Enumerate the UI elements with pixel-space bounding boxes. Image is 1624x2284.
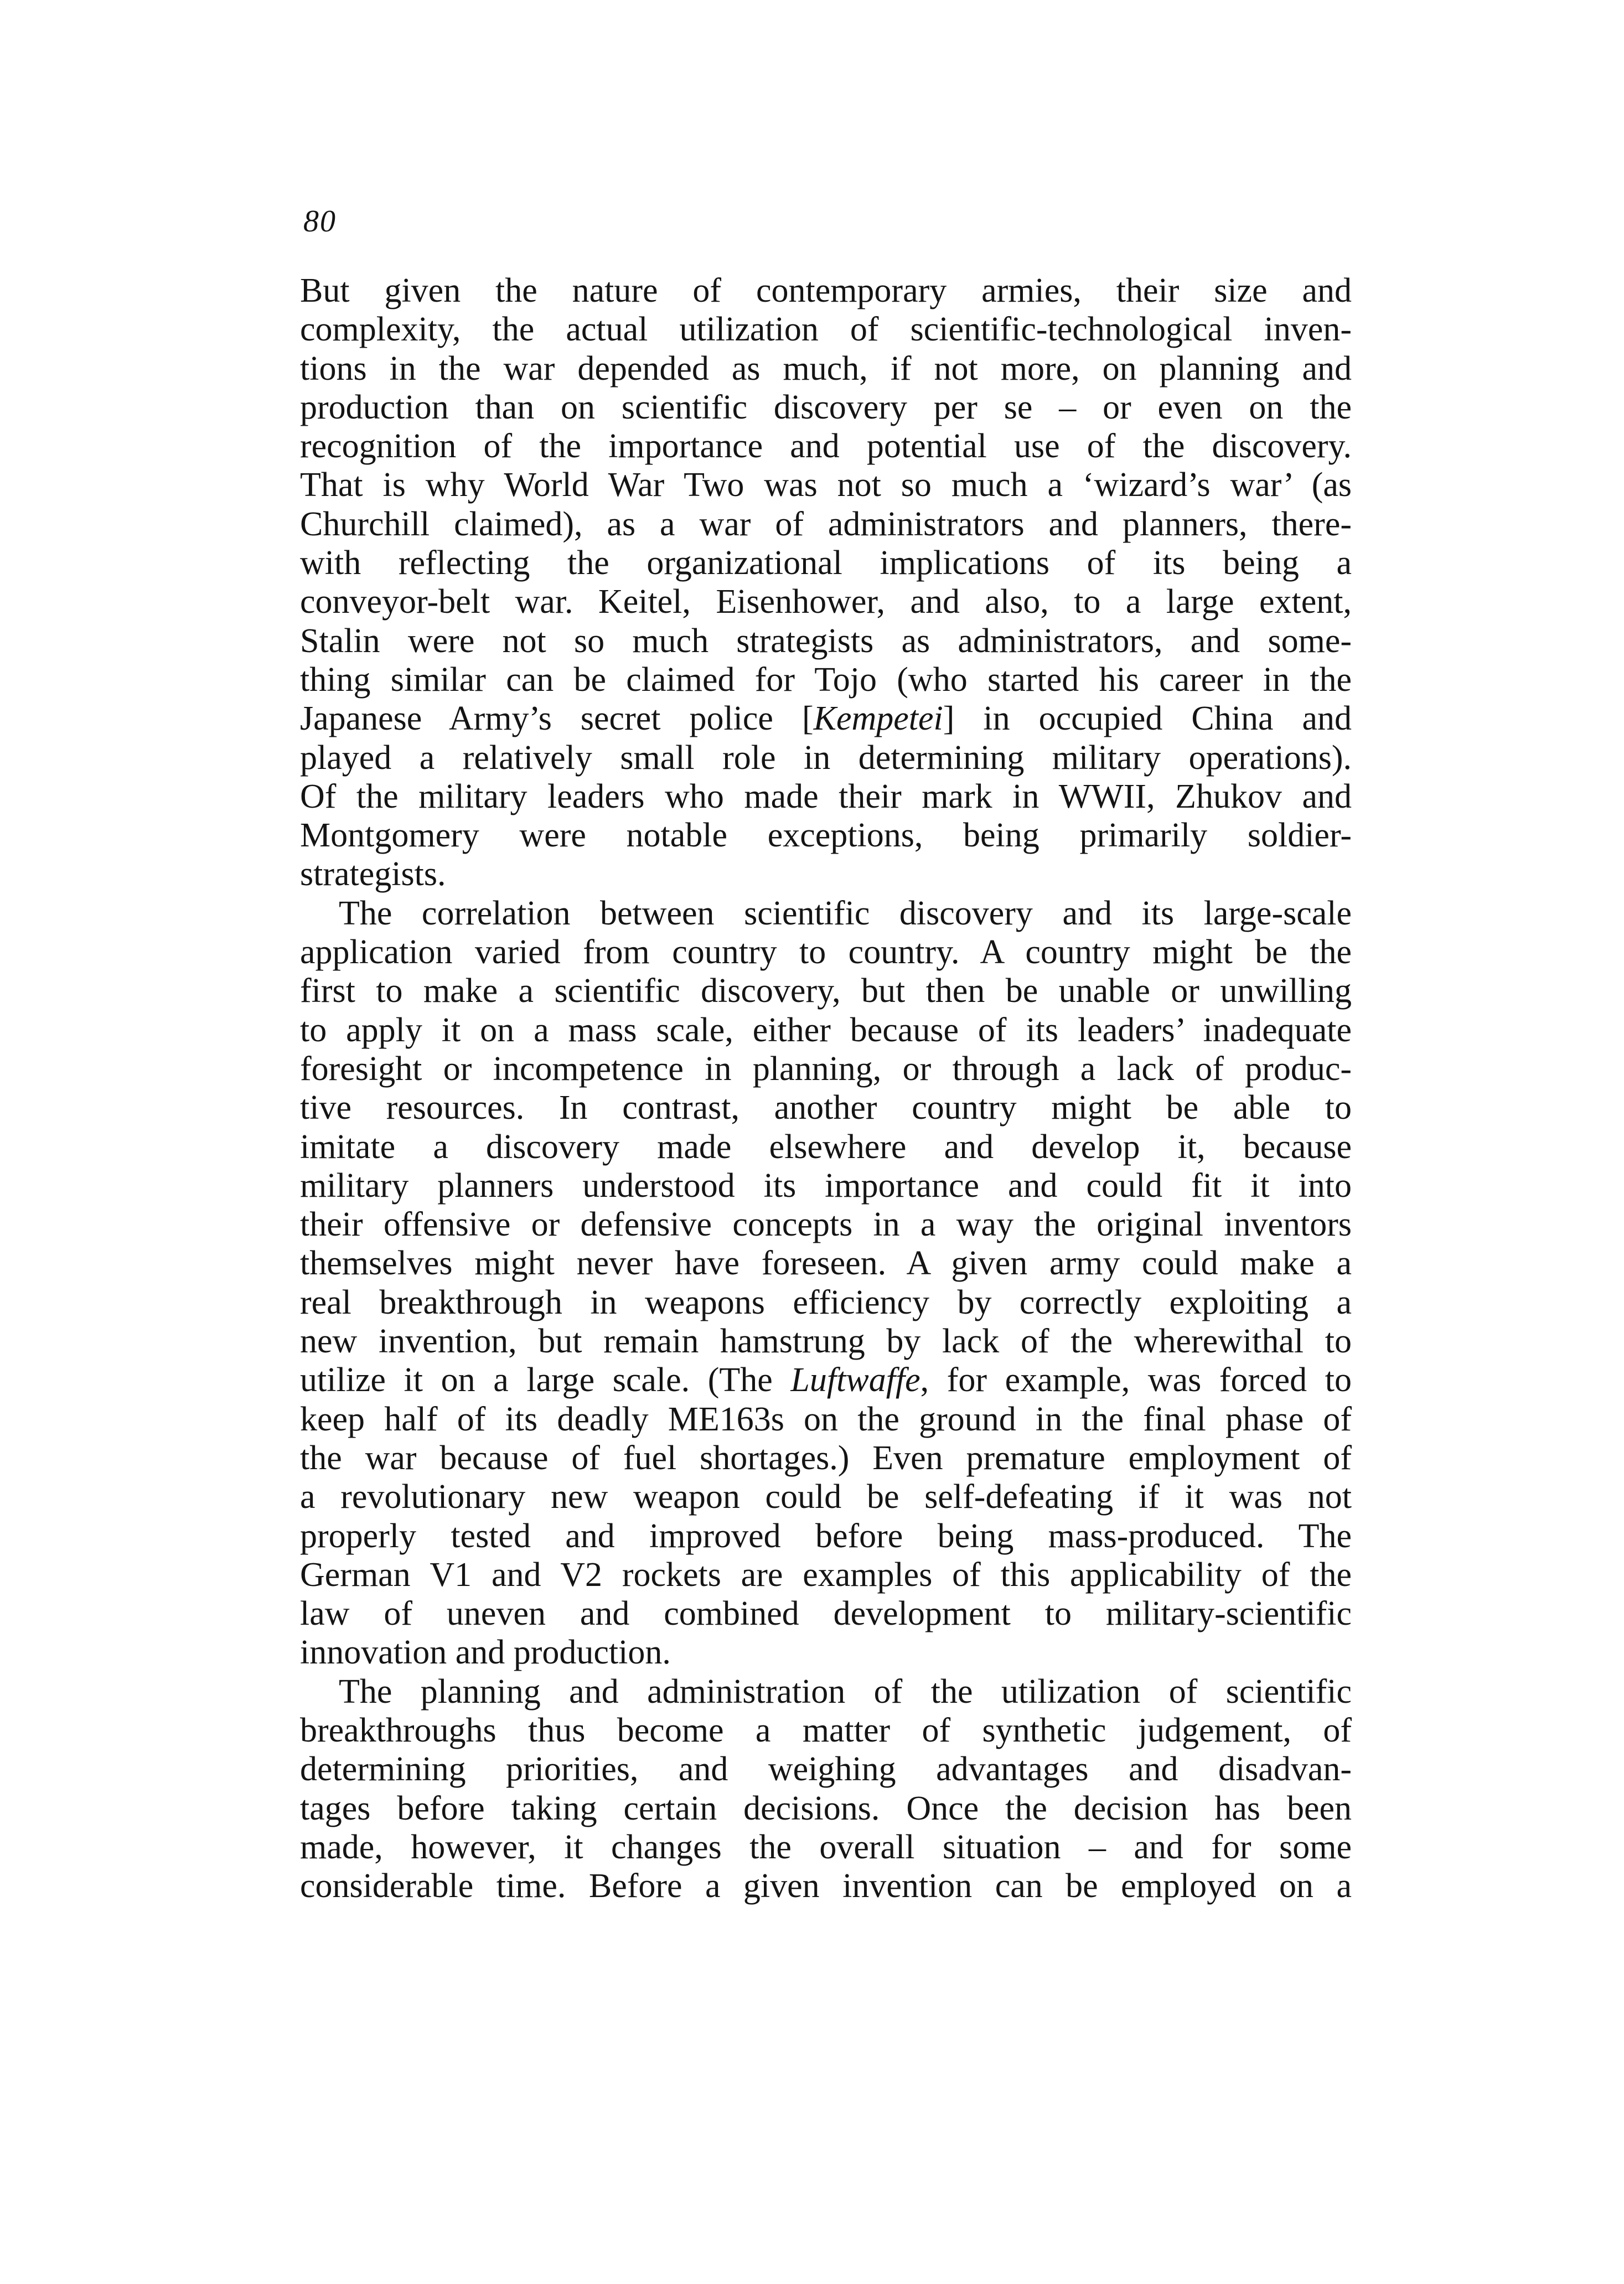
text-line: But given the nature of contemporary armies, their size and (300, 272, 1352, 309)
text-line: application varied from country to country. A country might be the (300, 933, 1352, 972)
text-line: recognition of the importance and potential use of the discovery. (300, 427, 1352, 466)
text-line: That is why World War Two was not so much a ‘wizard’s war’ (as (300, 466, 1352, 504)
text-line: imitate a discovery made elsewhere and develop it, because (300, 1128, 1352, 1166)
text-line: keep half of its deadly ME163s on the ground in the final phase of (300, 1400, 1352, 1438)
text-line: Churchill claimed), as a war of administrators and planners, there- (300, 505, 1352, 543)
text-line: complexity, the actual utilization of scientific-technological inven- (300, 311, 1352, 349)
text-line: played a relatively small role in determining military operations). (300, 738, 1352, 777)
text-line: themselves might never have foreseen. A given army could make a (300, 1244, 1352, 1283)
italic-term: Kempetei (813, 700, 943, 738)
text-line: The correlation between scientific discovery and its large-scale (339, 894, 1352, 932)
body-text (300, 271, 1352, 1905)
paragraph-1 (300, 271, 1352, 894)
page-number: 80 (303, 204, 337, 239)
text-line: law of uneven and combined development to military-scientific (300, 1595, 1352, 1633)
text-line: military planners understood its importance and could fit it into (300, 1166, 1352, 1205)
paragraph-2 (300, 894, 1352, 1672)
text-line: their offensive or defensive concepts in a way the original inventors (300, 1206, 1352, 1244)
text-line: determining priorities, and weighing advantages and disadvan- (300, 1750, 1352, 1789)
text-line: breakthroughs thus become a matter of synthetic judgement, of (300, 1711, 1352, 1749)
text-line: made, however, it changes the overall situation – and for some (300, 1828, 1352, 1866)
text-line: foresight or incompetence in planning, or through a lack of produc- (300, 1050, 1352, 1088)
text-line: Japanese Army’s secret police [Kempetei] in occupied China and (300, 700, 1352, 738)
text-line: first to make a scientific discovery, but then be unable or unwilling (300, 972, 1352, 1010)
text-line: thing similar can be claimed for Tojo (who started his career in the (300, 660, 1352, 699)
text-line: The planning and administration of the utilization of scientific (339, 1672, 1352, 1711)
text-line: conveyor-belt war. Keitel, Eisenhower, and also, to a large extent, (300, 583, 1352, 621)
italic-term: Luftwaffe (790, 1361, 920, 1399)
text-line: tages before taking certain decisions. Once the decision has been (300, 1789, 1352, 1827)
text-line: production than on scientific discovery per se – or even on the (300, 388, 1352, 426)
text-line: real breakthrough in weapons efficiency by correctly exploiting a (300, 1283, 1352, 1321)
text-line: Montgomery were notable exceptions, being primarily soldier- (300, 817, 1352, 855)
text-line: innovation and production. (300, 1634, 671, 1672)
text-line: properly tested and improved before being mass-produced. The (300, 1517, 1352, 1555)
text-line: considerable time. Before a given invention can be employed on a (300, 1867, 1352, 1905)
text-line: new invention, but remain hamstrung by lack of the wherewithal to (300, 1322, 1352, 1361)
text-line: utilize it on a large scale. (The Luftwaffe, for example, was forced to (300, 1361, 1352, 1399)
text-line: Stalin were not so much strategists as administrators, and some- (300, 622, 1352, 660)
text-line: Of the military leaders who made their mark in WWII, Zhukov and (300, 777, 1352, 815)
text-line: German V1 and V2 rockets are examples of this applicability of the (300, 1556, 1352, 1594)
text-line: tions in the war depended as much, if not more, on planning and (300, 349, 1352, 387)
text-line: a revolutionary new weapon could be self-defeating if it was not (300, 1478, 1352, 1516)
text-line: to apply it on a mass scale, either because of its leaders’ inadequate (300, 1011, 1352, 1049)
paragraph-3 (300, 1672, 1352, 1906)
text-line: tive resources. In contrast, another country might be able to (300, 1089, 1352, 1127)
text-line: strategists. (300, 855, 446, 893)
text-line: the war because of fuel shortages.) Even premature employment of (300, 1439, 1352, 1477)
text-line: with reflecting the organizational implications of its being a (300, 544, 1352, 582)
